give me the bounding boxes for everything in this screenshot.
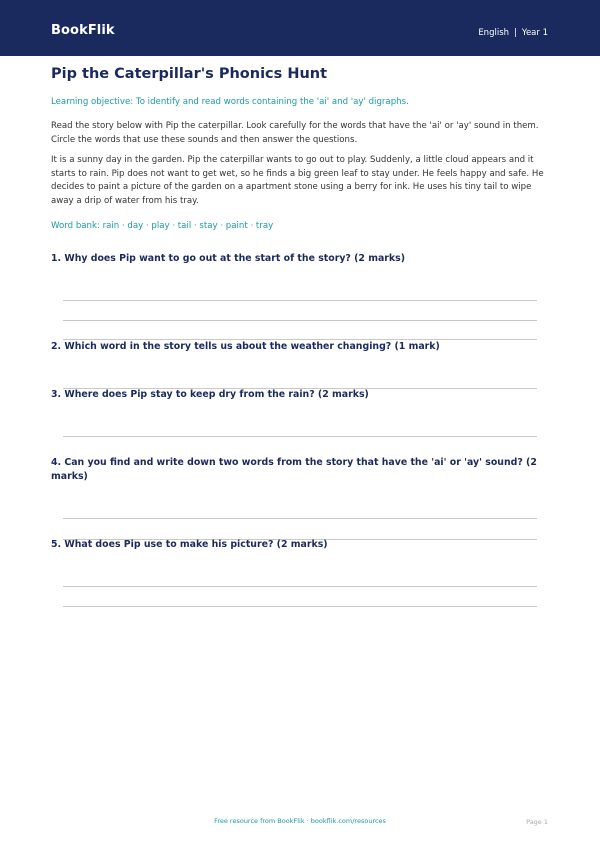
answer-line[interactable]	[63, 300, 537, 301]
year-label: Year 1	[521, 28, 548, 38]
word-bank: Word bank: rain · day · play · tail · stay · paint · tray	[51, 221, 274, 231]
answer-line[interactable]	[63, 586, 537, 587]
breadcrumb-separator: |	[514, 28, 517, 38]
question-5: 5. What does Pip use to make his picture? (2 marks)	[51, 539, 328, 550]
question-1: 1. Why does Pip want to go out at the start of the story? (2 marks)	[51, 253, 406, 264]
learning-objective: Learning objective: To identify and read words containing the 'ai' and 'ay' digraphs.	[51, 97, 409, 107]
header-bar	[0, 0, 600, 56]
answer-line[interactable]	[63, 388, 537, 389]
question-2: 2. Which word in the story tells us about the weather changing? (1 mark)	[51, 341, 440, 352]
instructions-text: Read the story below with Pip the caterpillar. Look carefully for the words that have the 'ai' or 'ay' sound in them. Circle the words that use these sounds and then answer the questions.	[51, 121, 539, 145]
breadcrumb	[478, 28, 548, 38]
footer-text: Free resource from BookFlik · bookflik.com/resources	[214, 817, 386, 825]
answer-line[interactable]	[63, 436, 537, 437]
answer-line[interactable]	[63, 320, 537, 321]
answer-line[interactable]	[63, 606, 537, 607]
page-title: Pip the Caterpillar's Phonics Hunt	[51, 66, 328, 82]
answer-line[interactable]	[63, 339, 537, 340]
story-text: It is a sunny day in the garden. Pip the caterpillar wants to go out to play. Suddenly, a little cloud appears and it starts to rain. Pip does not want to get wet, so he finds a big green leaf to stay under. He feels happy and safe. He decides to paint a picture of the garden on a apartment stone using a berry for ink. He uses his tiny tail to wipe away a drip of water from his tray.	[51, 155, 544, 206]
question-3: 3. Where does Pip stay to keep dry from the rain? (2 marks)	[51, 389, 369, 400]
page-number: Page 1	[526, 818, 548, 826]
answer-line[interactable]	[63, 518, 537, 519]
subject-label: English	[478, 28, 510, 38]
brand-logo: BookFlik	[51, 23, 115, 38]
question-4: 4. Can you find and write down two words from the story that have the 'ai' or 'ay' sound? (2 marks)	[51, 457, 537, 482]
